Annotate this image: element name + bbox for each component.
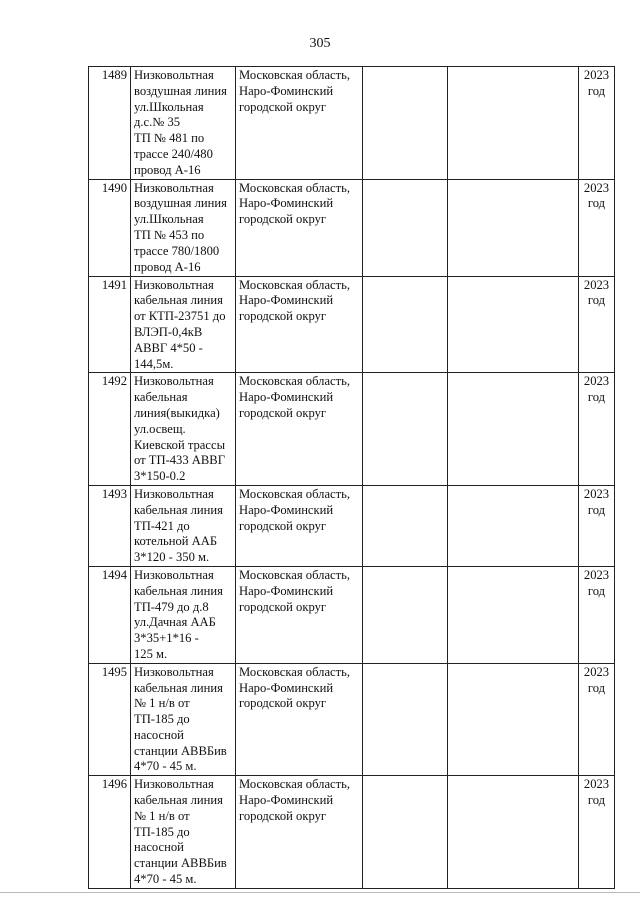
location-cell bbox=[236, 566, 363, 663]
cell-text-line: насосной bbox=[134, 727, 184, 742]
empty-cell bbox=[448, 373, 579, 486]
cell-text-line: Низковольтная bbox=[134, 567, 214, 582]
empty-cell bbox=[363, 776, 448, 889]
object-name-cell bbox=[131, 276, 236, 373]
cell-text-line: ул.Школьная bbox=[134, 99, 204, 114]
cell-text-line: ТП-185 до bbox=[134, 712, 190, 727]
year-cell bbox=[579, 663, 615, 776]
cell-text-line: Московская область, bbox=[239, 277, 351, 292]
cell-text-line: от КТП-23751 до bbox=[134, 309, 226, 324]
cell-text-line: городской округ bbox=[239, 696, 327, 711]
cell-text-line: № 1 н/в от bbox=[134, 696, 190, 711]
page-number: 305 bbox=[309, 36, 331, 51]
row-number-cell: 1495 bbox=[89, 663, 131, 776]
cell-text-line: Московская область, bbox=[239, 374, 351, 389]
row-number-cell: 1493 bbox=[89, 485, 131, 566]
empty-cell bbox=[363, 663, 448, 776]
empty-cell bbox=[363, 485, 448, 566]
cell-text-line: трассе 780/1800 bbox=[134, 243, 220, 258]
cell-text-line: городской округ bbox=[239, 405, 327, 420]
cell-text-line: 4*70 - 45 м. bbox=[134, 759, 197, 774]
cell-text-line: ТП-421 до bbox=[134, 518, 190, 533]
location-cell bbox=[236, 276, 363, 373]
table-row bbox=[89, 67, 615, 180]
cell-text-line: городской округ bbox=[239, 309, 327, 324]
cell-text-line: Московская область, bbox=[239, 180, 351, 195]
cell-text-line: станции АВВБив bbox=[134, 743, 227, 758]
cell-text-line: городской округ bbox=[239, 599, 327, 614]
cell-text-line: 3*150-0.2 bbox=[134, 469, 186, 484]
cell-text-line: линия(выкидка) bbox=[134, 405, 220, 420]
location-cell bbox=[236, 663, 363, 776]
cell-text-line: воздушная линия bbox=[134, 83, 227, 98]
empty-cell bbox=[448, 179, 579, 276]
object-name-cell bbox=[131, 485, 236, 566]
cell-text-line: кабельная линия bbox=[134, 293, 223, 308]
cell-text-line: Московская область, bbox=[239, 777, 351, 792]
cell-text-line: ул.освещ. bbox=[134, 421, 186, 436]
cell-text-line: год bbox=[587, 680, 606, 695]
row-number-cell: 1491 bbox=[89, 276, 131, 373]
table-row bbox=[89, 485, 615, 566]
cell-text-line: Киевской трассы bbox=[134, 437, 226, 452]
cell-text-line: Московская область, bbox=[239, 664, 351, 679]
year-cell bbox=[579, 485, 615, 566]
cell-text-line: год bbox=[587, 390, 606, 405]
empty-cell bbox=[448, 776, 579, 889]
cell-text-line: Наро-Фоминский bbox=[239, 83, 334, 98]
cell-text-line: ТП № 481 по bbox=[134, 131, 205, 146]
cell-text-line: ул.Школьная bbox=[134, 212, 204, 227]
cell-text-line: кабельная линия bbox=[134, 583, 223, 598]
location-cell bbox=[236, 179, 363, 276]
cell-text-line: кабельная линия bbox=[134, 680, 223, 695]
cell-text-line: городской округ bbox=[239, 808, 327, 823]
row-number-cell: 1489 bbox=[89, 67, 131, 180]
location-cell bbox=[236, 776, 363, 889]
cell-text-line: 2023 bbox=[583, 180, 610, 195]
year-cell bbox=[579, 276, 615, 373]
cell-text-line: Московская область, bbox=[239, 567, 351, 582]
cell-text-line: 2023 bbox=[583, 567, 610, 582]
cell-text-line: Наро-Фоминский bbox=[239, 502, 334, 517]
cell-text-line: Низковольтная bbox=[134, 180, 214, 195]
cell-text-line: Низковольтная bbox=[134, 664, 214, 679]
cell-text-line: городской округ bbox=[239, 99, 327, 114]
empty-cell bbox=[448, 67, 579, 180]
cell-text-line: городской округ bbox=[239, 212, 327, 227]
registry-table-body bbox=[89, 67, 615, 889]
object-name-cell bbox=[131, 663, 236, 776]
cell-text-line: ул.Дачная ААБ bbox=[134, 615, 216, 630]
year-cell bbox=[579, 373, 615, 486]
cell-text-line: 2023 bbox=[583, 374, 610, 389]
cell-text-line: 3*35+1*16 - bbox=[134, 631, 199, 646]
cell-text-line: 2023 bbox=[583, 777, 610, 792]
empty-cell bbox=[448, 663, 579, 776]
cell-text-line: 2023 bbox=[583, 664, 610, 679]
cell-text-line: Низковольтная bbox=[134, 486, 214, 501]
cell-text-line: Наро-Фоминский bbox=[239, 583, 334, 598]
cell-text-line: Наро-Фоминский bbox=[239, 293, 334, 308]
empty-cell bbox=[448, 485, 579, 566]
row-number-cell: 1496 bbox=[89, 776, 131, 889]
empty-cell bbox=[363, 179, 448, 276]
row-number-cell: 1490 bbox=[89, 179, 131, 276]
cell-text-line: год bbox=[587, 196, 606, 211]
cell-text-line: Низковольтная bbox=[134, 277, 214, 292]
table-row bbox=[89, 179, 615, 276]
empty-cell bbox=[448, 566, 579, 663]
cell-text-line: Наро-Фоминский bbox=[239, 390, 334, 405]
cell-text-line: ТП-185 до bbox=[134, 824, 190, 839]
row-number-cell: 1494 bbox=[89, 566, 131, 663]
table-row bbox=[89, 276, 615, 373]
location-cell bbox=[236, 67, 363, 180]
cell-text-line: год bbox=[587, 793, 606, 808]
cell-text-line: 144,5м. bbox=[134, 356, 174, 371]
cell-text-line: АВВГ 4*50 - bbox=[134, 340, 203, 355]
empty-cell bbox=[448, 276, 579, 373]
cell-text-line: 2023 bbox=[583, 68, 610, 82]
cell-text-line: Московская область, bbox=[239, 68, 351, 82]
object-name-cell bbox=[131, 179, 236, 276]
year-cell bbox=[579, 179, 615, 276]
cell-text-line: станции АВВБив bbox=[134, 856, 227, 871]
cell-text-line: год bbox=[587, 293, 606, 308]
cell-text-line: кабельная линия bbox=[134, 502, 223, 517]
cell-text-line: ТП-479 до д.8 bbox=[134, 599, 209, 614]
cell-text-line: Низковольтная bbox=[134, 374, 214, 389]
cell-text-line: 2023 bbox=[583, 486, 610, 501]
cell-text-line: Московская область, bbox=[239, 486, 351, 501]
empty-cell bbox=[363, 276, 448, 373]
cell-text-line: 3*120 - 350 м. bbox=[134, 550, 210, 565]
table-row bbox=[89, 776, 615, 889]
empty-cell bbox=[363, 566, 448, 663]
year-cell bbox=[579, 67, 615, 180]
cell-text-line: Наро-Фоминский bbox=[239, 793, 334, 808]
year-cell bbox=[579, 776, 615, 889]
cell-text-line: № 1 н/в от bbox=[134, 808, 190, 823]
empty-cell bbox=[363, 373, 448, 486]
cell-text-line: кабельная линия bbox=[134, 793, 223, 808]
cell-text-line: насосной bbox=[134, 840, 184, 855]
cell-text-line: Низковольтная bbox=[134, 68, 214, 82]
cell-text-line: кабельная bbox=[134, 390, 188, 405]
cell-text-line: год bbox=[587, 83, 606, 98]
object-name-cell bbox=[131, 566, 236, 663]
location-cell bbox=[236, 373, 363, 486]
cell-text-line: котельной ААБ bbox=[134, 534, 218, 549]
cell-text-line: Низковольтная bbox=[134, 777, 214, 792]
scan-edge-line bbox=[0, 892, 640, 893]
year-cell bbox=[579, 566, 615, 663]
cell-text-line: д.с.№ 35 bbox=[134, 115, 181, 130]
cell-text-line: ТП № 453 по bbox=[134, 227, 205, 242]
location-cell bbox=[236, 485, 363, 566]
object-name-cell bbox=[131, 67, 236, 180]
cell-text-line: провод А-16 bbox=[134, 259, 201, 274]
object-name-cell bbox=[131, 776, 236, 889]
table-row bbox=[89, 566, 615, 663]
registry-table bbox=[88, 66, 615, 889]
cell-text-line: год bbox=[587, 502, 606, 517]
cell-text-line: ВЛЭП-0,4кВ bbox=[134, 324, 203, 339]
cell-text-line: трассе 240/480 bbox=[134, 146, 213, 161]
cell-text-line: от ТП-433 АВВГ bbox=[134, 453, 225, 468]
cell-text-line: 125 м. bbox=[134, 646, 168, 661]
table-row bbox=[89, 373, 615, 486]
cell-text-line: Наро-Фоминский bbox=[239, 680, 334, 695]
cell-text-line: 4*70 - 45 м. bbox=[134, 872, 197, 887]
cell-text-line: провод А-16 bbox=[134, 162, 201, 177]
cell-text-line: воздушная линия bbox=[134, 196, 227, 211]
empty-cell bbox=[363, 67, 448, 180]
cell-text-line: 2023 bbox=[583, 277, 610, 292]
cell-text-line: Наро-Фоминский bbox=[239, 196, 334, 211]
cell-text-line: год bbox=[587, 583, 606, 598]
table-row bbox=[89, 663, 615, 776]
object-name-cell bbox=[131, 373, 236, 486]
row-number-cell: 1492 bbox=[89, 373, 131, 486]
cell-text-line: городской округ bbox=[239, 518, 327, 533]
